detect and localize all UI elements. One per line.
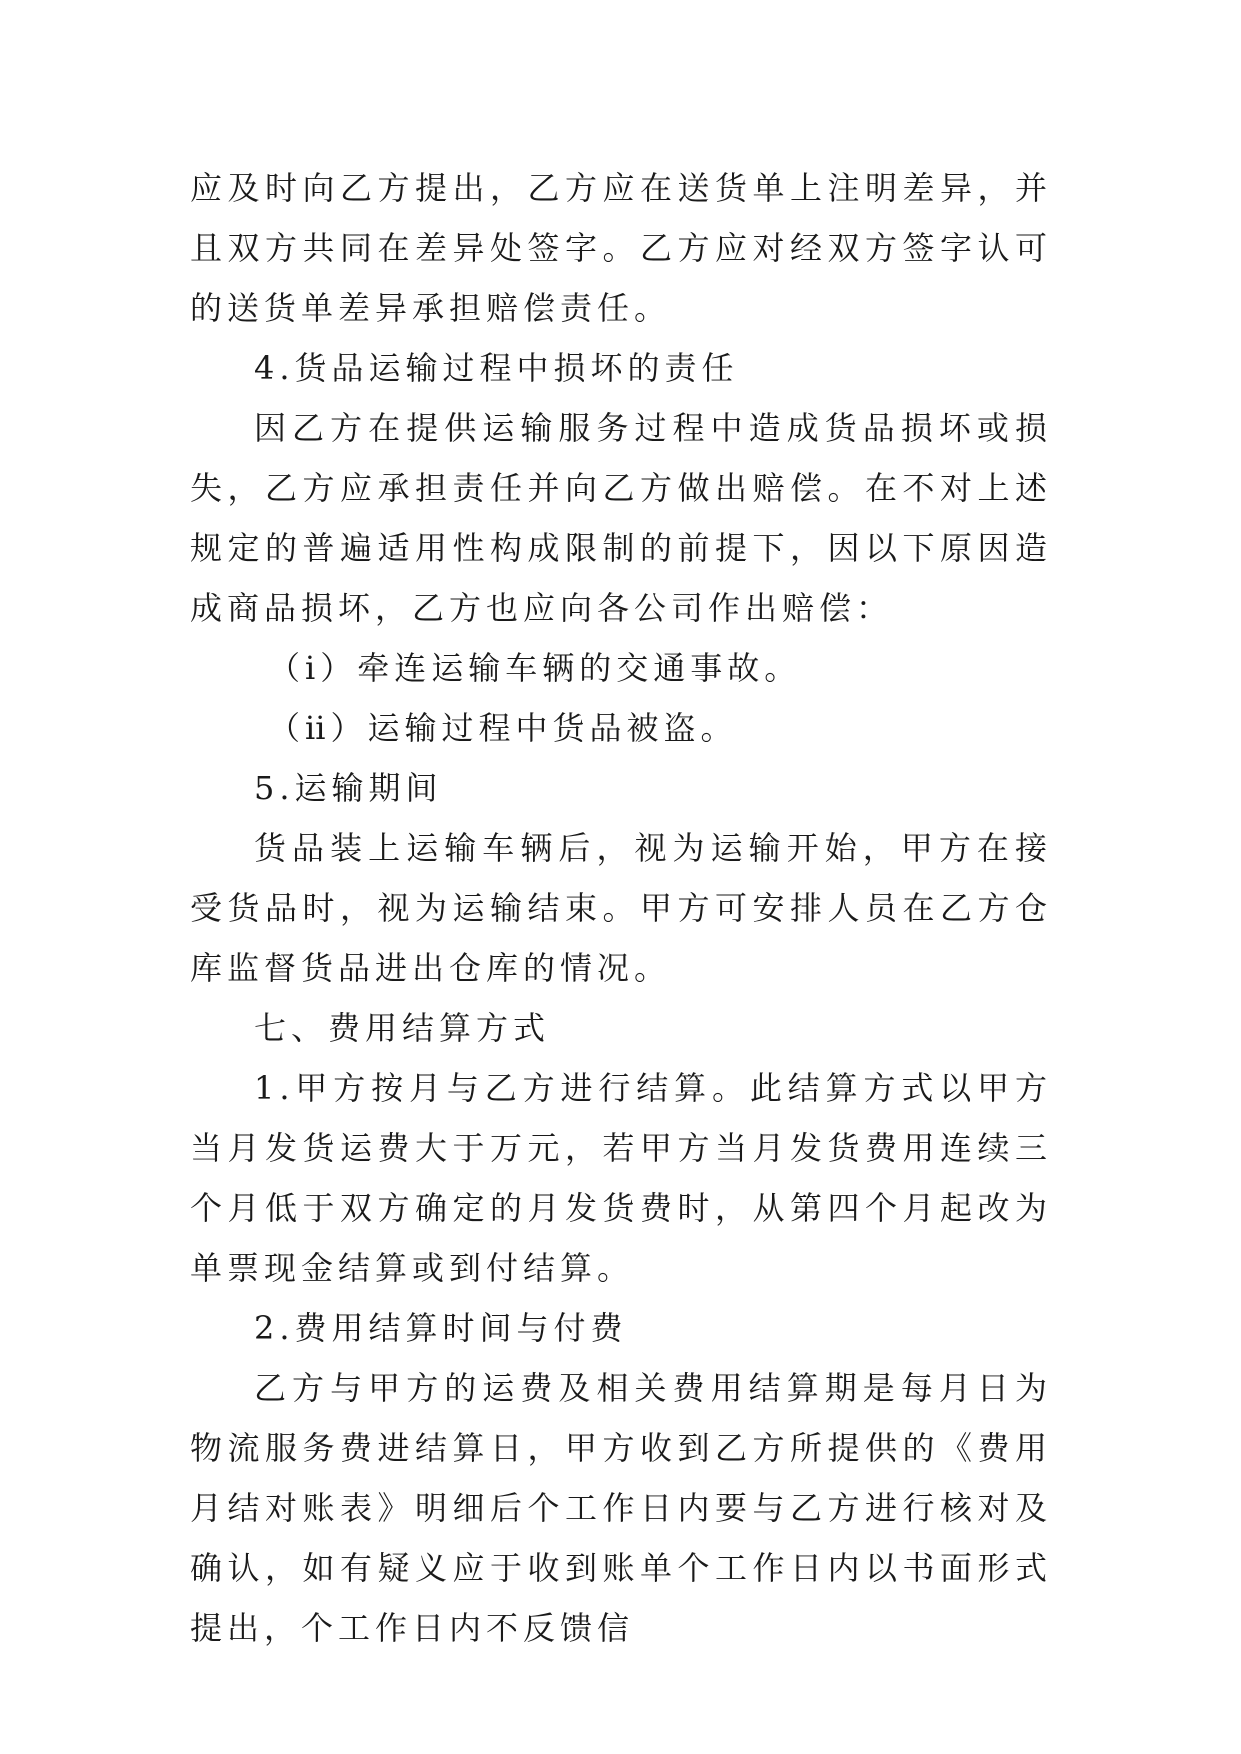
paragraph-damage-liability: 因乙方在提供运输服务过程中造成货品损坏或损失，乙方应承担责任并向乙方做出赔偿。在不对上述规定的普遍适用性构成限制的前提下，因以下原因造成商品损坏，乙方也应向各公司作出赔偿： (190, 409, 1052, 627)
heading-settlement-time: 2.费用结算时间与付费 (254, 1309, 628, 1347)
list-item-theft: （ⅱ）运输过程中货品被盗。 (268, 709, 738, 747)
paragraph-transport-period: 货品装上运输车辆后，视为运输开始，甲方在接受货品时，视为运输结束。甲方可安排人员在乙方仓库监督货品进出仓库的情况。 (190, 829, 1052, 987)
paragraph-settlement-time: 乙方与甲方的运费及相关费用结算期是每月日为物流服务费进结算日，甲方收到乙方所提供的《费用月结对账表》明细后个工作日内要与乙方进行核对及确认，如有疑义应于收到账单个工作日内以书面形式提出，个工作日内不反馈信 (190, 1369, 1052, 1647)
document-body (190, 158, 1052, 1658)
section-heading-settlement: 七、费用结算方式 (254, 1009, 551, 1047)
heading-damage-liability: 4.货品运输过程中损坏的责任 (254, 349, 739, 387)
paragraph-difference-claim: 应及时向乙方提出，乙方应在送货单上注明差异，并且双方共同在差异处签字。乙方应对经双方签字认可的送货单差异承担赔偿责任。 (190, 169, 1052, 327)
paragraph-monthly-settlement: 1.甲方按月与乙方进行结算。此结算方式以甲方当月发货运费大于万元，若甲方当月发货费用连续三个月低于双方确定的月发货费时，从第四个月起改为单票现金结算或到付结算。 (190, 1069, 1052, 1287)
heading-transport-period: 5.运输期间 (254, 769, 443, 807)
list-item-traffic-accident: （ⅰ）牵连运输车辆的交通事故。 (268, 649, 802, 687)
